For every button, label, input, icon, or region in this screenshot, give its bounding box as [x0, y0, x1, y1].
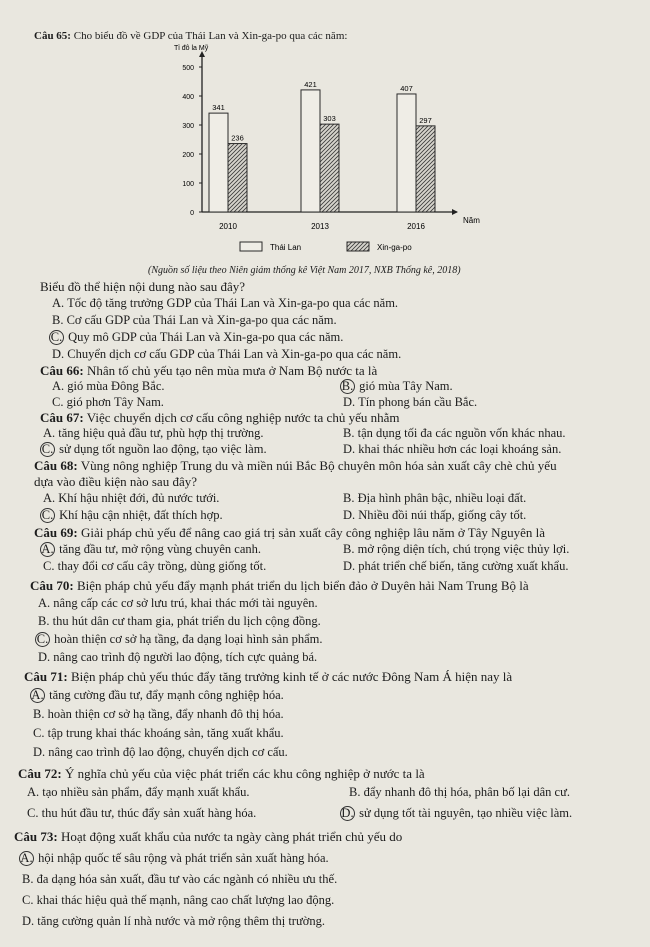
- answer-option: [343, 542, 569, 557]
- option-letter: B.: [22, 872, 34, 886]
- answer-option: [343, 806, 572, 821]
- question-number: Câu 68:: [34, 458, 78, 473]
- answer-option: [52, 347, 401, 362]
- question-stem-text: dựa vào điều kiện nào sau đây?: [34, 474, 197, 489]
- option-text: tạo nhiều sản phẩm, đẩy mạnh xuất khẩu.: [42, 785, 250, 799]
- bar-hatched-2013: [320, 124, 339, 212]
- question-q73-stem: [14, 829, 402, 844]
- bar-value-label: 421: [304, 79, 317, 89]
- option-text: Tín phong bán cầu Bắc.: [358, 395, 478, 409]
- option-letter: C.: [22, 893, 34, 907]
- answer-option: [22, 914, 325, 929]
- option-letter: D.: [343, 395, 356, 409]
- option-text: tăng hiệu quả đầu tư, phù hợp thị trường.: [58, 426, 264, 440]
- answer-option: [43, 559, 266, 574]
- option-text: sử dụng tốt tài nguyên, tạo nhiều việc làm.: [359, 806, 573, 820]
- question-stem-text: Giải pháp chủ yếu để nâng cao giá trị sản xuất cây công nghiệp lâu năm ở Tây Nguyên là: [80, 525, 545, 540]
- option-text: gió phơn Tây Nam.: [66, 395, 164, 409]
- legend-swatch: [347, 242, 369, 251]
- option-text: Tốc độ tăng trưởng GDP của Thái Lan và Xin-ga-po qua các năm.: [67, 296, 399, 310]
- option-letter: B.: [349, 785, 361, 799]
- option-text: nâng cấp các cơ sở lưu trú, khai thác mới tài nguyên.: [53, 596, 318, 610]
- answer-option: [33, 707, 284, 722]
- option-letter: B.: [343, 542, 355, 556]
- y-tick-label: 500: [182, 65, 194, 72]
- bar-value-label: 341: [212, 103, 225, 113]
- answer-option: [343, 491, 526, 506]
- option-text: Quy mô GDP của Thái Lan và Xin-ga-po qua các năm.: [68, 330, 344, 344]
- answer-option: [27, 785, 250, 800]
- answer-option: [27, 806, 256, 821]
- bar-hatched-2010: [228, 144, 247, 212]
- question-number: Câu 70:: [30, 578, 74, 593]
- option-letter: C.: [27, 806, 39, 820]
- answer-option: [43, 426, 264, 441]
- y-axis-label: Tỉ đô la Mỹ: [174, 45, 209, 52]
- option-letter: A.: [43, 426, 56, 440]
- option-text: khai thác nhiều hơn các loại khoáng sản.: [358, 442, 562, 456]
- option-text: tăng cường đầu tư, đẩy mạnh công nghiệp hóa.: [49, 688, 284, 702]
- option-text: thu hút dân cư tham gia, phát triển du lịch cộng đồng.: [52, 614, 321, 628]
- bar-value-label: 303: [323, 114, 336, 124]
- question-stem-text: Ý nghĩa chủ yếu của việc phát triển các khu công nghiệp ở nước ta là: [64, 766, 425, 781]
- question-number: Câu 71:: [24, 669, 68, 684]
- answer-option: [343, 559, 568, 574]
- option-letter: D.: [343, 559, 356, 573]
- question-prompt: Biểu đồ thể hiện nội dung nào sau đây?: [40, 279, 246, 294]
- option-letter: A.: [52, 296, 65, 310]
- question-stem-text: Biện pháp chủ yếu đẩy mạnh phát triển du lịch biển đảo ở Duyên hải Nam Trung Bộ là: [76, 578, 529, 593]
- answer-option: [38, 650, 317, 665]
- answer-option: [343, 508, 526, 523]
- option-text: nâng cao trình độ người lao động, tích cực quảng bá.: [53, 650, 318, 664]
- option-letter: D.: [33, 745, 46, 759]
- answer-option: [33, 688, 284, 703]
- option-letter: C.: [52, 395, 64, 409]
- option-letter: D.: [343, 442, 356, 456]
- answer-option: [343, 395, 477, 410]
- y-tick-label: 0: [190, 210, 194, 217]
- answer-option: [43, 442, 267, 457]
- bar-value-label: 297: [419, 115, 432, 125]
- option-letter: C.: [33, 726, 45, 740]
- bar-value-label: 407: [400, 83, 413, 93]
- bar-plain-2013: [301, 90, 320, 212]
- answer-option: [22, 872, 337, 887]
- answer-option: [38, 614, 321, 629]
- option-text: tăng cường quản lí nhà nước và mở rộng thêm thị trường.: [37, 914, 325, 928]
- x-category-label: 2016: [407, 222, 425, 231]
- answer-option: [22, 893, 334, 908]
- question-number: Câu 65:: [34, 30, 71, 42]
- answer-option: [38, 632, 323, 647]
- question-65-prompt: [40, 279, 245, 294]
- circled-option-letter: C.: [41, 508, 54, 522]
- question-q70-stem: [30, 578, 529, 593]
- circled-option-letter: D.: [341, 806, 354, 820]
- circled-option-letter: A.: [20, 851, 33, 865]
- option-text: nâng cao trình độ lao động, chuyển dịch cơ cấu.: [48, 745, 288, 759]
- bar-plain-2010: [209, 113, 228, 212]
- legend-label: Thái Lan: [270, 243, 302, 252]
- question-number: Câu 72:: [18, 766, 62, 781]
- circled-option-letter: A.: [41, 542, 54, 556]
- option-text: tăng đầu tư, mở rộng vùng chuyên canh.: [59, 542, 262, 556]
- option-text: sử dụng tốt nguồn lao động, tạo việc làm.: [59, 442, 267, 456]
- option-letter: B.: [343, 426, 355, 440]
- option-letter: D.: [52, 347, 65, 361]
- x-axis-arrow: [452, 209, 458, 215]
- x-category-label: 2013: [311, 222, 329, 231]
- question-q71-stem: [24, 669, 512, 684]
- question-number: Câu 66:: [40, 363, 84, 378]
- option-text: đẩy nhanh đô thị hóa, phân bố lại dân cư.: [363, 785, 570, 799]
- x-category-label: 2010: [219, 222, 237, 231]
- bar-value-label: 236: [231, 133, 244, 143]
- y-tick-label: 400: [182, 94, 194, 101]
- option-text: mở rộng diện tích, chú trọng việc thủy lợi.: [357, 542, 570, 556]
- answer-option: [22, 851, 329, 866]
- option-text: hoàn thiện cơ sở hạ tầng, đa dạng loại hình sản phẩm.: [54, 632, 323, 646]
- question-number: Câu 67:: [40, 410, 84, 425]
- option-text: Địa hình phân bậc, nhiều loại đất.: [357, 491, 527, 505]
- answer-option: [343, 426, 566, 441]
- option-text: thu hút đầu tư, thúc đẩy sản xuất hàng hóa.: [41, 806, 257, 820]
- option-letter: C.: [43, 559, 55, 573]
- circled-option-letter: C.: [36, 632, 49, 646]
- answer-option: [33, 745, 288, 760]
- answer-option: [349, 785, 570, 800]
- option-letter: A.: [43, 491, 56, 505]
- option-text: khai thác hiệu quả thế mạnh, nâng cao chất lượng lao động.: [36, 893, 335, 907]
- answer-option: [43, 491, 219, 506]
- option-text: Khí hậu cận nhiệt, đất thích hợp.: [59, 508, 223, 522]
- answer-option: [38, 596, 318, 611]
- option-text: tập trung khai thác khoáng sản, tăng xuất khẩu.: [47, 726, 284, 740]
- option-letter: B.: [52, 313, 64, 327]
- option-letter: D.: [343, 508, 356, 522]
- option-text: phát triển chế biến, tăng cường xuất khẩu.: [358, 559, 569, 573]
- option-text: gió mùa Tây Nam.: [359, 379, 453, 393]
- answer-option: [343, 442, 561, 457]
- gdp-bar-chart: [150, 40, 490, 265]
- question-q68-stem: [34, 474, 197, 489]
- legend-label: Xin-ga-po: [377, 243, 412, 252]
- option-text: thay đổi cơ cấu cây trồng, dùng giống tốt.: [57, 559, 267, 573]
- option-letter: B.: [33, 707, 45, 721]
- y-tick-label: 100: [182, 181, 194, 188]
- question-stem-text: Biện pháp chủ yếu thúc đẩy tăng trưởng kinh tế ở các nước Đông Nam Á hiện nay là: [70, 669, 513, 684]
- answer-option: [343, 379, 453, 394]
- circled-option-letter: C.: [50, 330, 63, 344]
- option-letter: B.: [343, 491, 355, 505]
- question-number: Câu 69:: [34, 525, 78, 540]
- question-stem-text: Vùng nông nghiệp Trung du và miền núi Bắc Bộ chuyên môn hóa sản xuất cây chè chủ yếu: [80, 458, 557, 473]
- legend-swatch: [240, 242, 262, 251]
- question-q69-stem: [34, 525, 545, 540]
- question-stem-text: Hoạt động xuất khẩu của nước ta ngày càng phát triển chủ yếu do: [60, 829, 403, 844]
- bar-plain-2016: [397, 94, 416, 212]
- question-text: Cho biểu đồ về GDP của Thái Lan và Xin-ga-po qua các năm:: [73, 30, 348, 42]
- option-letter: B.: [38, 614, 50, 628]
- option-text: tận dụng tối đa các nguồn vốn khác nhau.: [357, 426, 566, 440]
- answer-option: [52, 395, 164, 410]
- option-text: gió mùa Đông Bắc.: [67, 379, 165, 393]
- question-q68-stem: [34, 458, 557, 473]
- y-tick-label: 200: [182, 152, 194, 159]
- x-axis-label: Năm: [463, 216, 480, 225]
- option-text: hội nhập quốc tế sâu rộng và phát triển sản xuất hàng hóa.: [38, 851, 329, 865]
- question-q67-stem: [40, 410, 399, 425]
- option-text: Chuyển dịch cơ cấu GDP của Thái Lan và Xin-ga-po qua các năm.: [67, 347, 402, 361]
- option-letter: A.: [38, 596, 51, 610]
- question-stem-text: Việc chuyển dịch cơ cấu công nghiệp nước ta chủ yếu nhằm: [86, 410, 400, 425]
- answer-option: [52, 296, 398, 311]
- option-text: hoàn thiện cơ sở hạ tầng, đẩy nhanh đô thị hóa.: [47, 707, 284, 721]
- option-letter: D.: [22, 914, 35, 928]
- chart-source-note: (Nguồn số liệu theo Niên giám thống kê Việt Nam 2017, NXB Thống kê, 2018): [148, 265, 461, 276]
- bar-hatched-2016: [416, 126, 435, 212]
- option-letter: A.: [27, 785, 40, 799]
- option-letter: D.: [38, 650, 51, 664]
- circled-option-letter: B.: [341, 379, 354, 393]
- answer-option: [33, 726, 284, 741]
- y-tick-label: 300: [182, 123, 194, 130]
- answer-option: [52, 313, 337, 328]
- option-text: Cơ cấu GDP của Thái Lan và Xin-ga-po qua các năm.: [66, 313, 337, 327]
- option-text: Khí hậu nhiệt đới, đủ nước tưới.: [58, 491, 220, 505]
- circled-option-letter: A.: [31, 688, 44, 702]
- answer-option: [43, 542, 261, 557]
- question-q66-stem: [40, 363, 377, 378]
- answer-option: [43, 508, 223, 523]
- question-q72-stem: [18, 766, 425, 781]
- answer-option: [52, 330, 343, 345]
- question-number: Câu 73:: [14, 829, 58, 844]
- circled-option-letter: C.: [41, 442, 54, 456]
- option-letter: A.: [52, 379, 65, 393]
- option-text: đa dạng hóa sản xuất, đầu tư vào các ngành có nhiều ưu thế.: [36, 872, 338, 886]
- answer-option: [52, 379, 165, 394]
- question-stem-text: Nhân tố chủ yếu tạo nên mùa mưa ở Nam Bộ nước ta là: [86, 363, 378, 378]
- option-text: Nhiều đồi núi thấp, giống cây tốt.: [358, 508, 527, 522]
